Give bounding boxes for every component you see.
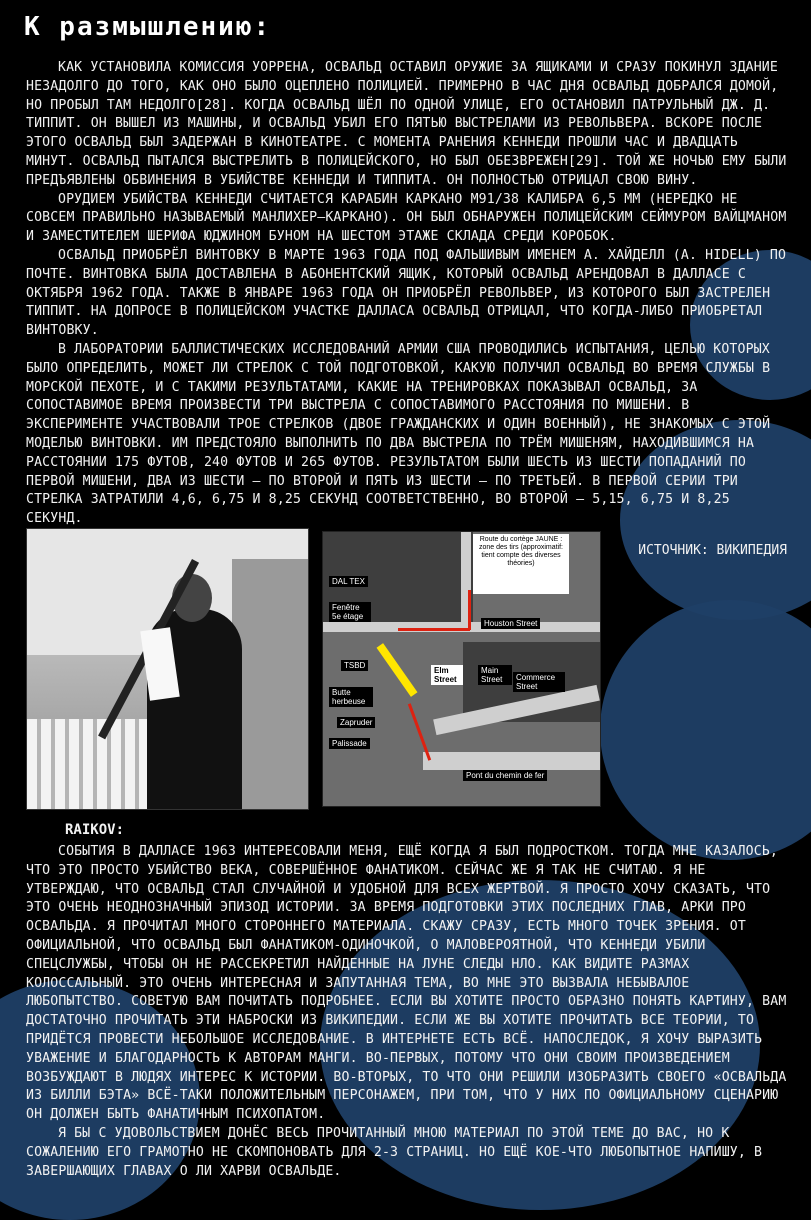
article-text xyxy=(26,59,788,529)
source-caption: ИСТОЧНИК: ВИКИПЕДИЯ xyxy=(638,543,787,558)
map-label-houston: Houston Street xyxy=(481,618,540,629)
article-paragraph: В ЛАБОРАТОРИИ БАЛЛИСТИЧЕСКИХ ИССЛЕДОВАНИЙ АРМИИ США ПРОВОДИЛИСЬ ИСПЫТАНИЯ, ЦЕЛЬЮ КОТОРЫХ БЫЛО ОПРЕДЕЛИТЬ, МОЖЕТ ЛИ СТРЕЛОК С ТОЙ ПОДГОТОВКОЙ, КАКУЮ ПОЛУЧИЛ ОСВАЛЬД ВО ВРЕМЯ СЛУЖБЫ В МОРСКОЙ ПЕХОТЕ, И С ТАКИМИ РЕЗУЛЬТАТАМИ, КАКИЕ НА ТРЕНИРОВКАХ ПОКАЗЫВАЛ ОСВАЛЬД, ЗА СОПОСТАВИМОЕ ВРЕМЯ ПРОИЗВЕСТИ ТРИ ВЫСТРЕЛА С СОПОСТАВИМОГО РАССТОЯНИЯ ПО МИШЕНИ. В ЭКСПЕРИМЕНТЕ УЧАСТВОВАЛИ ТРОЕ СТРЕЛКОВ (ДВОЕ ГРАЖДАНСКИХ И ОДИН ВОЕННЫЙ), НЕ ЗНАКОМЫХ С ЭТОЙ МОДЕЛЬЮ ВИНТОВКИ. ИМ ПРЕДСТОЯЛО ВЫПОЛНИТЬ ПО ДВА ВЫСТРЕЛА ПО ТРЁМ МИШЕНЯМ, НАХОДИВШИМСЯ НА РАССТОЯНИИ 175 ФУТОВ, 240 ФУТОВ И 265 ФУТОВ. РЕЗУЛЬТАТОМ БЫЛИ ШЕСТЬ ИЗ ШЕСТИ ПОПАДАНИЙ ПО ПЕРВОЙ МИШЕНИ, ДВА ИЗ ШЕСТИ — ПО ВТОРОЙ И ПЯТЬ ИЗ ШЕСТИ — ПО ТРЕТЬЕЙ. В ПЕРВОЙ СЕРИИ ТРИ СТРЕЛКА ЗАТРАТИЛИ 4,6, 6,75 И 8,25 СЕКУНД СООТВЕТСТВЕННО, ВО ВТОРОЙ — 5,15, 6,75 И 8,25 СЕКУНД. xyxy=(26,341,771,527)
map-label-zapruder: Zapruder xyxy=(337,717,375,728)
map-label-window: Fenêtre 5e étage xyxy=(329,602,371,622)
oswald-backyard-photo xyxy=(26,528,309,810)
map-label-dal-tex: DAL TEX xyxy=(329,576,368,587)
comment-paragraph: СОБЫТИЯ В ДАЛЛАСЕ 1963 ИНТЕРЕСОВАЛИ МЕНЯ, ЕЩЁ КОГДА Я БЫЛ ПОДРОСТКОМ. ТОГДА МНЕ КАЗАЛОСЬ, ЧТО ЭТО ПРОСТО УБИЙСТВО ВЕКА, СОВЕРШЁННОЕ ФАНАТИКОМ. СЕЙЧАС ЖЕ Я ТАК НЕ СЧИТАЮ. Я НЕ УТВЕРЖДАЮ, ЧТО ОСВАЛЬД СТАЛ СЛУЧАЙНОЙ И УДОБНОЙ ДЛЯ ВСЕХ ЖЕРТВОЙ. Я ПРОСТО ХОЧУ СКАЗАТЬ, ЧТО ЭТО ОЧЕНЬ НЕОДНОЗНАЧНЫЙ ЭПИЗОД ИСТОРИИ. ЗА ВРЕМЯ ПОДГОТОВКИ ЭТИХ ПОСЛЕДНИХ ГЛАВ, АРКИ ПРО ОСВАЛЬДА. Я ПРОЧИТАЛ МНОГО СТОРОННЕГО МАТЕРИАЛА. СКАЖУ СРАЗУ, ЕСТЬ МНОГО ТОЧЕК ЗРЕНИЯ. ОТ ОФИЦИАЛЬНОЙ, ЧТО ОСВАЛЬД БЫЛ ФАНАТИКОМ-ОДИНОЧКОЙ, О МАЛОВЕРОЯТНОЙ, ЧТО КЕННЕДИ УБИЛИ СПЕЦСЛУЖБЫ, ЧТОБЫ ОН НЕ РАССЕКРЕТИЛ НАЙДЕННЫЕ НА ЛУНЕ СЛЕДЫ НЛО. КАК ВИДИТЕ РАЗМАХ КОЛОССАЛЬНЫЙ. ЭТО ОЧЕНЬ ИНТЕРЕСНАЯ И ЗАПУТАННАЯ ТЕМА, ВО МНЕ ЭТО ВЫЗВАЛА НЕБЫВАЛОЕ ЛЮБОПЫТСТВО. СОВЕТУЮ ВАМ ПОЧИТАТЬ ПОДРОБНЕЕ. ЕСЛИ ВЫ ХОТИТЕ ПРОСТО ОБРАЗНО ПОНЯТЬ КАРТИНУ, ВАМ ДОСТАТОЧНО ПРОЧИТАТЬ ЭТИ НАБРОСКИ ИЗ ВИКИПЕДИИ. ЕСЛИ ЖЕ ВЫ ХОТИТЕ ПРОЧИТАТЬ ВСЕ ТЕОРИИ, ТО ПРИДЁТСЯ ПРОВЕСТИ НЕБОЛЬШОЕ ИССЛЕДОВАНИЕ. В ИНТЕРНЕТЕ ЕСТЬ ВСЁ. НАПОСЛЕДОК, Я ХОЧУ ВЫРАЗИТЬ УВАЖЕНИЕ И БЛАГОДАРНОСТЬ К АВТОРАМ МАНГИ. ВО-ПЕРВЫХ, ПОТОМУ ЧТО ОНИ СВОИМ ПРОИЗВЕДЕНИЕМ ВОЗБУЖДАЮТ В ЛЮДЯХ ИНТЕРЕС К ИСТОРИИ. ВО-ВТОРЫХ, ТО ЧТО ОНИ РЕШИЛИ ИЗОБРАЗИТЬ СВОЕГО «ОСВАЛЬДА ИЗ БИЛЛИ БЭТА» ВСЁ-ТАКИ ПОЛОЖИТЕЛЬНЫМ ПЕРСОНАЖЕМ, ПРИ ТОМ, ЧТО У НИХ ПО ОФИЦИАЛЬНОМУ СЦЕНАРИЮ ОН ДОЛЖЕН БЫТЬ ФАНАТИЧНЫМ ПСИХОПАТОМ. xyxy=(26,844,787,1123)
article-paragraph: ОРУДИЕМ УБИЙСТВА КЕННЕДИ СЧИТАЕТСЯ КАРАБИН КАРКАНО M91/38 КАЛИБРА 6,5 ММ (НЕРЕДКО НЕ СОВСЕМ ПРАВИЛЬНО НАЗЫВАЕМЫЙ МАНЛИХЕР—КАРКАНО). ОН БЫЛ ОБНАРУЖЕН ПОЛИЦЕЙСКИМ СЕЙМУРОМ ВАЙЦМАНОМ И ЗАМЕСТИТЕЛЕМ ШЕРИФА ЮДЖИНОМ БУНОМ НА ШЕСТОМ ЭТАЖЕ СКЛАДА СРЕДИ КОРОБОК. xyxy=(26,191,787,245)
comment-author: RAIKOV: xyxy=(65,822,125,838)
map-label-pont: Pont du chemin de fer xyxy=(463,770,547,781)
map-label-commerce: Commerce Street xyxy=(513,672,565,692)
page-title: К размышлению: xyxy=(24,12,272,42)
map-label-main: Main Street xyxy=(478,665,512,685)
map-label-elm: Elm Street xyxy=(431,665,463,685)
article-paragraph: КАК УСТАНОВИЛА КОМИССИЯ УОРРЕНА, ОСВАЛЬД ОСТАВИЛ ОРУЖИЕ ЗА ЯЩИКАМИ И СРАЗУ ПОКИНУЛ ЗДАНИЕ НЕЗАДОЛГО ДО ТОГО, КАК ОНО БЫЛО ОЦЕПЛЕНО ПОЛИЦИЕЙ. ПРИМЕРНО В ЧАС ДНЯ ОСВАЛЬД ДОБРАЛСЯ ДОМОЙ, НО ПРОБЫЛ ТАМ НЕДОЛГО[28]. КОГДА ОСВАЛЬД ШЁЛ ПО ОДНОЙ УЛИЦЕ, ЕГО ОСТАНОВИЛ ПАТРУЛЬНЫЙ ДЖ. Д. ТИППИТ. ОН ВЫШЕЛ ИЗ МАШИНЫ, И ОСВАЛЬД УБИЛ ЕГО ПЯТЬЮ ВЫСТРЕЛАМИ ИЗ РЕВОЛЬВЕРА. ВСКОРЕ ПОСЛЕ ЭТОГО ОСВАЛЬД БЫЛ ЗАДЕРЖАН В КИНОТЕАТРЕ. С МОМЕНТА РАНЕНИЯ КЕННЕДИ ПРОШЛИ ЧАС И ДВАДЦАТЬ МИНУТ. ОСВАЛЬД ПЫТАЛСЯ ВЫСТРЕЛИТЬ В ПОЛИЦЕЙСКОГО, НО БЫЛ ОБЕЗВРЕЖЕН[29]. ТОЙ ЖЕ НОЧЬЮ ЕМУ БЫЛИ ПРЕДЪЯВЛЕНЫ ОБВИНЕНИЯ В УБИЙСТВЕ КЕННЕДИ И ТИППИТА. ОН ПОЛНОСТЬЮ ОТРИЦАЛ СВОЮ ВИНУ. xyxy=(26,60,787,188)
map-route-label: Route du cortège JAUNE : zone des tirs (approximatif: tient compte des diverses théories) xyxy=(473,534,569,594)
map-label-butte: Butte herbeuse xyxy=(329,687,373,707)
comment-text xyxy=(26,843,788,1181)
comment-paragraph: Я БЫ С УДОВОЛЬСТВИЕМ ДОНЁС ВЕСЬ ПРОЧИТАННЫЙ МНОЮ МАТЕРИАЛ ПО ЭТОЙ ТЕМЕ ДО ВАС, НО К СОЖАЛЕНИЮ ЕГО ГРАМОТНО НЕ СКОМПОНОВАТЬ ДЛЯ 2-3 СТРАНИЦ. НО ЕЩЁ КОЕ-ЧТО ЛЮБОПЫТНОЕ НАПИШУ, В ЗАВЕРШАЮЩИХ ГЛАВАХ О ЛИ ХАРВИ ОСВАЛЬДЕ. xyxy=(26,1125,763,1179)
background-leaf-shape xyxy=(600,600,811,860)
map-label-palissade: Palissade xyxy=(329,738,370,749)
dealey-plaza-map xyxy=(322,531,601,807)
article-paragraph: ОСВАЛЬД ПРИОБРЁЛ ВИНТОВКУ В МАРТЕ 1963 ГОДА ПОД ФАЛЬШИВЫМ ИМЕНЕМ А. ХАЙДЕЛЛ (A. HIDELL) ПО ПОЧТЕ. ВИНТОВКА БЫЛА ДОСТАВЛЕНА В АБОНЕНТСКИЙ ЯЩИК, КОТОРЫЙ ОСВАЛЬД АРЕНДОВАЛ В ДАЛЛАСЕ С ОКТЯБРЯ 1962 ГОДА. ТАКЖЕ В ЯНВАРЕ 1963 ГОДА ОН ПРИОБРЁЛ РЕВОЛЬВЕР, ИЗ КОТОРОГО БЫЛ ЗАСТРЕЛЕН ТИППИТ. НА ДОПРОСЕ В ПОЛИЦЕЙСКОМ УЧАСТКЕ ДАЛЛАСА ОСВАЛЬД ОТРИЦАЛ, ЧТО КОГДА-ЛИБО ПРИОБРЕТАЛ ВИНТОВКУ. xyxy=(26,247,787,339)
map-label-tsbd: TSBD xyxy=(341,660,368,671)
